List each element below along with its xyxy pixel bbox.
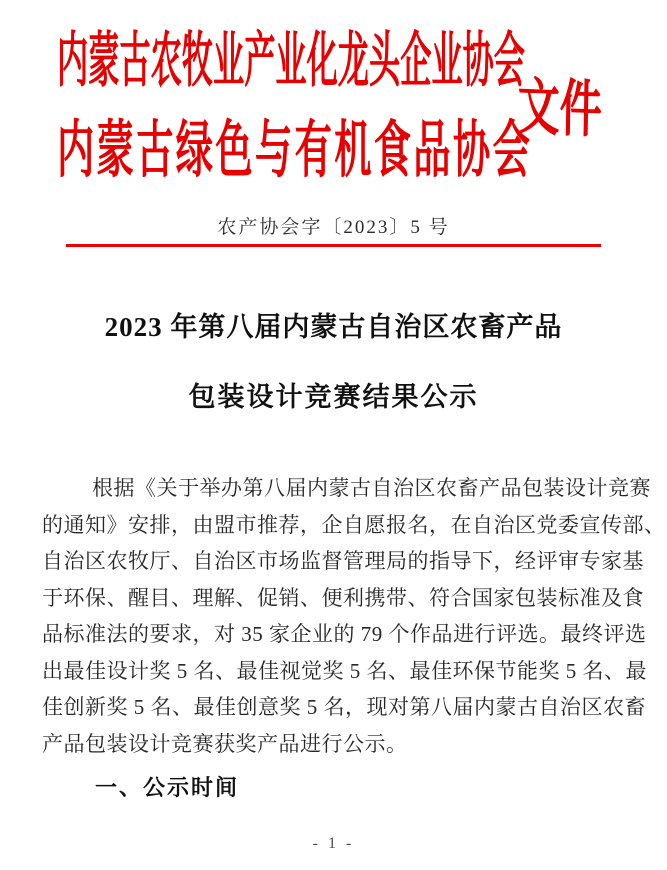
- body-line: 于环保、醒目、理解、促销、便利携带、符合国家包装标准及食: [42, 585, 644, 610]
- document-title-line-2: 包装设计竞赛结果公示: [188, 382, 479, 412]
- body-line: 产品包装设计竞赛获奖产品进行公示。: [42, 731, 408, 756]
- section-heading-publicity-time: 一、公示时间: [95, 775, 240, 800]
- document-number: 农产协会字〔2023〕5 号: [217, 217, 450, 238]
- body-paragraph: [42, 470, 666, 762]
- letterhead-red-rule: [66, 244, 601, 247]
- body-line: 品标准法的要求，对 35 家企业的 79 个作品进行评选。最终评选: [42, 622, 647, 646]
- letterhead-doc-type: 文件: [516, 74, 603, 146]
- body-line: 根据《关于举办第八届内蒙古自治区农畜产品包装设计竞赛: [92, 476, 651, 500]
- body-line: 佳创新奖 5 名、最佳创意奖 5 名，现对第八届内蒙古自治区农畜: [42, 695, 646, 719]
- letterhead-org-name-1: 内蒙古农牧业产业化龙头企业协会: [57, 28, 525, 94]
- body-line: 自治区农牧厅、自治区市场监督管理局的指导下，经评审专家基: [42, 549, 644, 573]
- letterhead-org-name-2: 内蒙古绿色与有机食品协会: [57, 117, 533, 185]
- document-title-line-1: 2023 年第八届内蒙古自治区农畜产品: [104, 312, 563, 342]
- body-line: 的通知》安排，由盟市推荐，企自愿报名，在自治区党委宣传部、: [42, 512, 666, 537]
- body-line: 出最佳设计奖 5 名、最佳视觉奖 5 名、最佳环保节能奖 5 名、最: [42, 658, 647, 683]
- page-number: - 1 -: [312, 835, 355, 852]
